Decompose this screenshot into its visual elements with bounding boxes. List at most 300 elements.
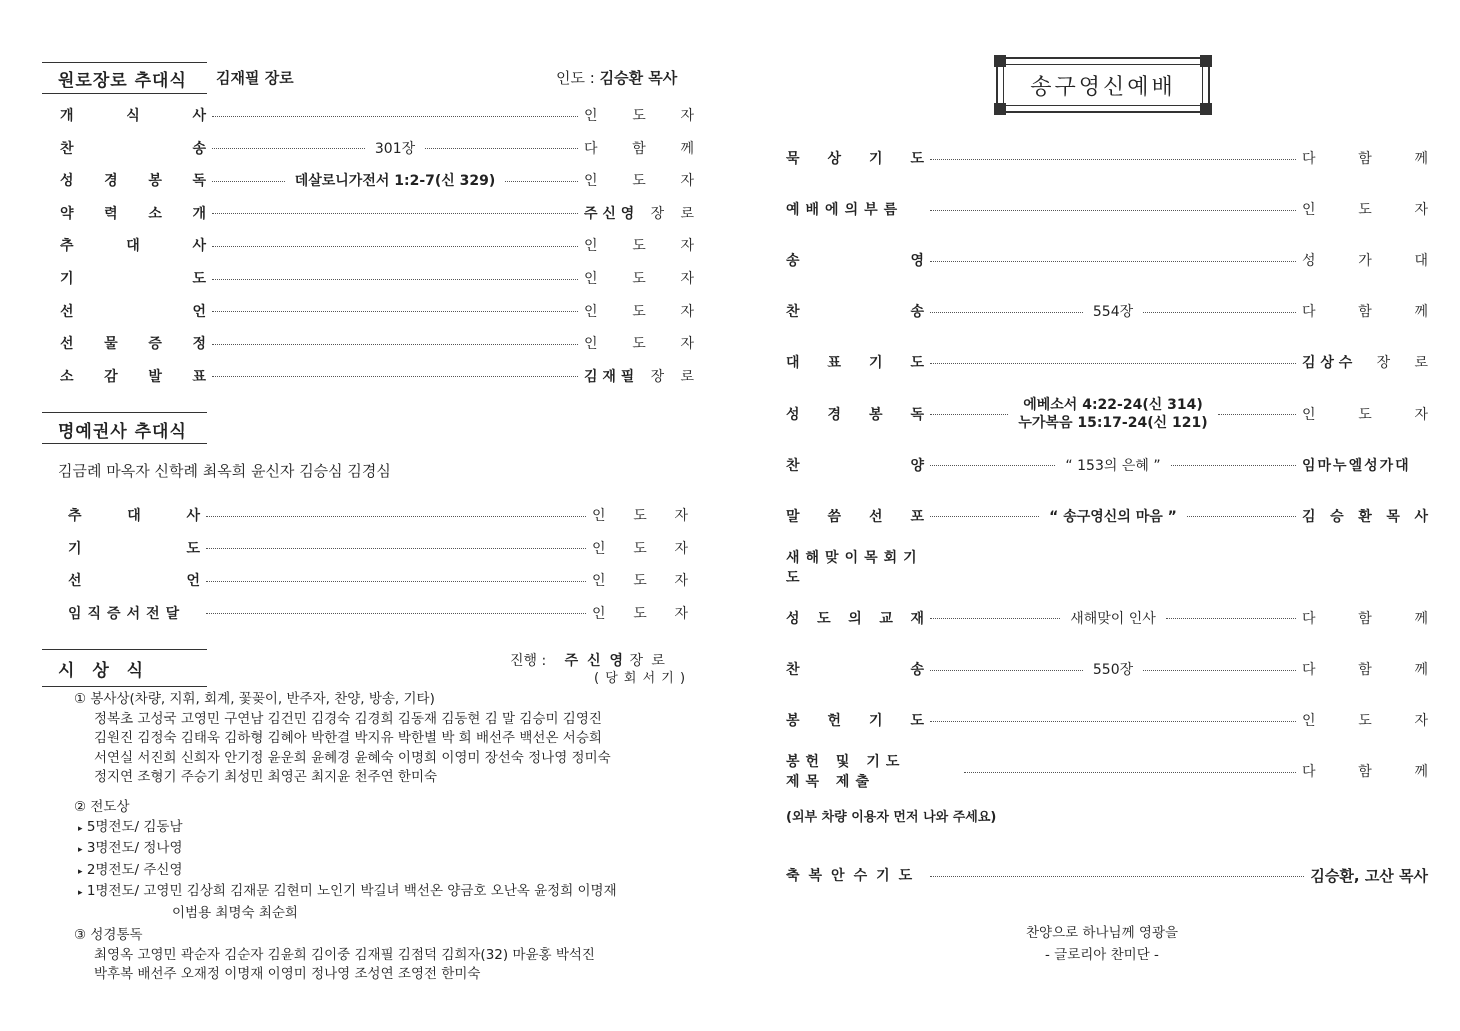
row-detail: 301장	[374, 140, 416, 157]
row-label-part: 식	[126, 108, 140, 124]
row-label-part: 력	[104, 205, 118, 222]
row-label	[786, 352, 924, 372]
row-responsible-part: 다	[584, 140, 598, 157]
row-responsible-part: 김 상 수	[1302, 355, 1353, 372]
leader-dots	[212, 246, 578, 247]
row-label	[60, 138, 206, 158]
leader-dots	[1171, 465, 1296, 466]
row-responsible	[584, 301, 694, 321]
award2-line: 2명전도/ 주신영	[86, 861, 183, 878]
row-responsible-part: 장	[650, 205, 665, 222]
row-label-part: 독	[910, 406, 924, 423]
row-responsible-part: 성	[1302, 253, 1316, 270]
award1-line: 서연실 서진희 신희자 안기정 윤운희 윤혜경 윤혜숙 이명희 이영미 장선숙 정나영 정미숙	[94, 749, 611, 766]
award2-line: 3명전도/ 정나영	[86, 840, 183, 857]
row-label-part: 독	[192, 173, 206, 190]
leader-dots	[206, 516, 586, 517]
row-label-part: 송	[786, 253, 800, 270]
row-responsible-part: 께	[1414, 662, 1428, 678]
row-label-part: 영	[910, 253, 924, 270]
leader-dots	[930, 414, 1008, 415]
section3-rule-bottom	[42, 686, 207, 687]
row-label-part: 도	[910, 355, 924, 372]
row-responsible-part: 자	[680, 271, 694, 287]
row-label	[786, 659, 924, 679]
row-label-part: 기	[68, 540, 82, 557]
program-row	[786, 658, 1428, 680]
row-responsible-part: 인	[584, 303, 598, 320]
row-responsible-part: 인	[592, 573, 606, 589]
row-responsible	[584, 105, 694, 125]
row-label	[786, 404, 924, 424]
program-row	[68, 569, 688, 591]
award2-line: 1명전도/ 고영민 김상희 김재문 김현미 노인기 박길녀 백선온 양금호 오난옥 윤정희 이명재	[86, 883, 617, 900]
section1-honoree: 김재필 장로	[216, 69, 294, 87]
row-label	[786, 751, 924, 791]
program-row	[786, 505, 1428, 527]
row-responsible-part: 자	[1414, 406, 1428, 423]
row-label	[68, 505, 200, 525]
leader-dots	[1166, 618, 1296, 619]
corner-ornament-icon	[994, 103, 1006, 115]
row-label-part: 묵	[786, 151, 800, 167]
row-label-part: 대	[126, 238, 140, 255]
benediction-who: 김승환, 고산 목사	[1310, 866, 1428, 885]
row-responsible-part: 도	[633, 540, 647, 557]
row-responsible	[584, 138, 694, 158]
program-row	[60, 137, 694, 159]
row-responsible-part: 도	[632, 173, 646, 190]
corner-ornament-icon	[994, 55, 1006, 67]
program-row	[786, 454, 1428, 476]
row-label-part: 대	[127, 508, 141, 524]
row-detail: “ 153의 은혜 ”	[1065, 457, 1161, 474]
row-label-part: 기	[868, 713, 883, 730]
row-label-part: 의	[848, 610, 862, 627]
row-label	[60, 268, 206, 288]
row-responsible-part: 자	[680, 336, 694, 353]
row-label	[786, 608, 924, 628]
row-label-part: 상	[827, 151, 842, 167]
row-responsible-part: 자	[680, 303, 694, 320]
row-label	[60, 333, 206, 353]
row-label-part: 사	[186, 508, 200, 524]
section1-leader-name: 김승환 목사	[599, 69, 678, 87]
row-responsible	[584, 170, 694, 190]
row-label-part: 포	[910, 508, 924, 525]
row-label	[60, 170, 206, 190]
service-title-box	[996, 57, 1210, 113]
bullet-icon: ▸	[78, 823, 83, 834]
award3-line: 박후복 배선주 오재정 이명재 이영미 정나영 조성연 조영전 한미숙	[94, 966, 481, 983]
row-label-part: 추	[68, 508, 82, 524]
row-label-part: 정	[192, 336, 206, 353]
row-label-part: 새해맞이목회기도	[786, 549, 923, 586]
row-label-part: 임직증서전달	[68, 605, 186, 622]
award3	[74, 926, 595, 985]
row-responsible-part: 다	[1302, 662, 1316, 678]
row-label-part: 대	[786, 355, 800, 372]
service-title: 송구영신예배	[1030, 74, 1176, 100]
row-detail: 554장	[1092, 304, 1134, 321]
row-label-part: 양	[910, 457, 924, 474]
leader-dots	[930, 261, 1296, 262]
leader-dots	[930, 876, 1304, 877]
row-responsible-part: 함	[1358, 764, 1372, 781]
row-label-part: 사	[192, 238, 206, 255]
row-label-part: 감	[104, 368, 118, 385]
section2-rule-top	[42, 412, 207, 413]
row-label-part: 성	[60, 173, 74, 190]
bullet-icon: ▸	[78, 888, 83, 899]
row-responsible	[1302, 608, 1428, 628]
row-label-part: 교	[879, 610, 893, 627]
bullet-icon: ▸	[78, 845, 83, 856]
row-label-part: 도	[910, 713, 924, 730]
leader-dots	[505, 181, 578, 182]
row-responsible-part: 자	[674, 605, 688, 622]
row-responsible-part: 인	[1302, 202, 1316, 219]
row-label	[786, 710, 924, 730]
row-responsible	[592, 538, 688, 558]
row-label	[786, 506, 924, 526]
row-label-part: 씀	[827, 508, 842, 525]
row-label	[786, 301, 924, 321]
row-responsible	[1302, 659, 1428, 679]
row-responsible	[1302, 710, 1428, 730]
leader-dots	[212, 116, 578, 117]
award1-heading: ① 봉사상(차량, 지휘, 회계, 꽃꽂이, 반주자, 찬양, 방송, 기타)	[74, 691, 435, 707]
leader-dots	[930, 210, 1296, 211]
row-label-part: 도	[910, 151, 924, 167]
row-responsible-part: 도	[632, 271, 646, 287]
row-label-part: 소	[60, 368, 74, 385]
row-responsible-part: 인	[592, 540, 606, 557]
row-label	[786, 148, 924, 168]
row-responsible-part: 인	[584, 336, 598, 353]
section3-host-title: 장 로	[629, 653, 667, 669]
leader-dots	[930, 670, 1083, 671]
section3-rule-top	[42, 649, 207, 650]
row-responsible-part: 인	[1302, 406, 1316, 423]
row-responsible-part: 자	[1414, 713, 1428, 730]
section3-host-name: 주 신 영	[564, 653, 625, 669]
leader-dots	[964, 772, 1296, 773]
row-responsible-part: 임마누엘성가대	[1302, 457, 1411, 474]
row-label-part: 송	[910, 304, 924, 321]
leader-dots	[212, 376, 578, 377]
row-responsible-part: 인	[584, 108, 598, 124]
row-label-part: 말	[786, 508, 800, 525]
row-responsible-part: 도	[633, 573, 647, 589]
row-responsible	[584, 333, 694, 353]
leader-dots	[212, 213, 578, 214]
row-responsible-part: 자	[674, 573, 688, 589]
row-responsible-part: 로	[680, 205, 694, 222]
award1-line: 정복초 고성국 고영민 구연남 김건민 김경숙 김경희 김동재 김동현 김 말 김승미 김영진	[94, 710, 602, 727]
program-row	[786, 198, 1428, 220]
row-responsible-part: 자	[680, 238, 694, 255]
row-responsible	[584, 235, 694, 255]
row-responsible	[1302, 352, 1428, 372]
row-responsible-part: 께	[1414, 764, 1428, 781]
row-responsible-part: 로	[680, 368, 694, 385]
row-responsible-part: 인	[1302, 713, 1316, 730]
row-responsible-part: 승	[1330, 508, 1344, 525]
row-responsible-part: 인	[584, 238, 598, 255]
row-label-part: 봉	[786, 713, 800, 730]
row-label-part: 사	[192, 108, 206, 124]
row-responsible-part: 다	[1302, 764, 1316, 781]
row-label-part: 언	[192, 303, 206, 320]
leader-dots	[1143, 670, 1296, 671]
row-label-part: 성	[786, 610, 800, 627]
row-responsible	[1302, 199, 1428, 219]
section3-host-label: 진행 :	[510, 653, 547, 669]
row-responsible-part: 사	[1414, 508, 1428, 525]
program-row	[60, 365, 694, 387]
leader-dots	[930, 721, 1296, 722]
row-responsible-part: 도	[632, 108, 646, 124]
row-label	[68, 603, 200, 623]
row-label-part: 증	[148, 336, 162, 353]
benediction-row	[786, 864, 1428, 886]
program-row	[786, 396, 1428, 431]
row-detail: 데살로니가전서 1:2-7(신 329)	[294, 173, 496, 190]
leader-dots	[212, 181, 285, 182]
row-label-part: 봉	[868, 406, 883, 423]
row-responsible	[1302, 506, 1428, 526]
award2	[74, 798, 617, 924]
row-responsible-part: 함	[1358, 662, 1372, 678]
leader-dots	[1143, 312, 1296, 313]
section1-rule-top	[42, 62, 207, 63]
row-label-part: 송	[910, 662, 924, 678]
row-label-part: 추	[60, 238, 74, 255]
row-responsible-part: 도	[632, 303, 646, 320]
row-responsible	[584, 268, 694, 288]
row-responsible-part: 함	[1358, 151, 1372, 167]
row-label	[60, 301, 206, 321]
leader-dots	[1218, 414, 1296, 415]
program-row	[60, 332, 694, 354]
row-responsible-part: 김	[1302, 508, 1316, 525]
row-detail: 새해맞이 인사	[1070, 610, 1156, 627]
row-label-part: 찬	[786, 662, 800, 678]
row-responsible-part: 함	[1358, 610, 1372, 627]
section1-leader	[556, 67, 677, 88]
row-label	[60, 105, 206, 125]
row-responsible	[1302, 455, 1428, 475]
program-row	[60, 234, 694, 256]
row-responsible	[1302, 301, 1428, 321]
row-label-part: 헌	[827, 713, 842, 730]
section3-title: 시 상 식	[58, 661, 150, 681]
program-row	[786, 607, 1428, 629]
section1-title: 원로장로 추대식	[58, 71, 187, 91]
row-label	[786, 455, 924, 475]
row-label-part: 선	[60, 303, 74, 320]
row-responsible-part: 로	[1414, 355, 1428, 372]
row-label-part: 예배에의부름	[786, 202, 904, 219]
row-responsible-part: 도	[632, 336, 646, 353]
award1-line: 김원진 김정숙 김태욱 김하형 김혜아 박한결 박지유 박한별 박 희 배선주 백선온 서승희	[94, 730, 602, 747]
program-row	[786, 351, 1428, 373]
row-detail-line: 에베소서 4:22-24(신 314)	[1023, 396, 1203, 413]
row-label-part: 언	[186, 573, 200, 589]
row-label-part: 송	[192, 140, 206, 157]
section2-title: 명예권사 추대식	[58, 422, 187, 442]
row-responsible-part: 인	[592, 508, 606, 524]
row-responsible-part: 자	[674, 508, 688, 524]
row-responsible-part: 께	[680, 140, 694, 157]
row-responsible	[592, 570, 688, 590]
row-responsible-part: 가	[1358, 253, 1372, 270]
program-row	[60, 104, 694, 126]
program-row	[786, 147, 1428, 169]
program-row	[786, 754, 1428, 791]
row-label-part: 물	[104, 336, 118, 353]
row-responsible-part: 자	[680, 173, 694, 190]
program-row	[786, 549, 1428, 586]
award2-heading: ② 전도상	[74, 799, 130, 815]
row-responsible-part: 환	[1358, 508, 1372, 525]
program-row	[786, 709, 1428, 731]
benediction-label: 축복안수기도	[786, 868, 922, 884]
leader-dots	[206, 548, 586, 549]
leader-dots	[212, 311, 578, 312]
row-label-part: 성	[786, 406, 800, 423]
award3-line: 최영옥 고영민 곽순자 김순자 김윤희 김이중 김재필 김점덕 김희자(32) 마윤홍 박석진	[94, 946, 595, 963]
row-responsible-part: 다	[1302, 610, 1316, 627]
section1-rule-bottom	[42, 93, 207, 94]
row-responsible-part: 도	[633, 508, 647, 524]
row-responsible	[1302, 250, 1428, 270]
bullet-icon: ▸	[78, 866, 83, 877]
row-responsible-part: 도	[1358, 713, 1372, 730]
row-responsible	[584, 366, 694, 386]
row-responsible-part: 께	[1414, 610, 1429, 627]
row-responsible	[592, 603, 688, 623]
program-row	[60, 267, 694, 289]
leader-dots	[930, 312, 1083, 313]
leader-dots	[212, 279, 578, 280]
row-label-part: 기	[868, 151, 883, 167]
row-responsible-part: 도	[1358, 202, 1372, 219]
row-responsible-part: 장	[1376, 355, 1391, 372]
row-label-part: 표	[192, 368, 206, 385]
program-row	[68, 504, 688, 526]
row-label	[60, 203, 206, 223]
row-responsible-part: 함	[632, 140, 646, 157]
leader-dots	[930, 516, 1039, 517]
section2-honorees: 김금례 마옥자 신학례 최옥희 윤신자 김승심 김경심	[58, 462, 391, 480]
row-label	[68, 570, 200, 590]
row-responsible-part: 대	[1414, 253, 1428, 270]
award1	[74, 690, 611, 788]
row-responsible-part: 께	[1414, 151, 1428, 167]
row-label-part: 소	[148, 205, 162, 222]
program-row	[786, 249, 1428, 271]
row-label	[786, 199, 924, 219]
leader-dots	[930, 618, 1060, 619]
row-label-part: 개	[60, 108, 74, 124]
award3-heading: ③ 성경통독	[74, 927, 143, 943]
row-detail: 550장	[1092, 662, 1134, 678]
row-responsible-part: 김 재 필	[584, 368, 635, 385]
leader-dots	[930, 465, 1055, 466]
row-label-part: 선	[60, 336, 74, 353]
row-label-part: 찬	[60, 140, 74, 157]
leader-dots	[212, 148, 365, 149]
row-responsible-part: 도	[632, 238, 646, 255]
program-row	[60, 300, 694, 322]
row-label-part: 표	[827, 355, 842, 372]
row-detail	[1014, 396, 1211, 432]
program-row	[60, 169, 694, 191]
row-responsible-part: 장	[650, 368, 665, 385]
row-label-part: 발	[148, 368, 162, 385]
row-responsible	[1302, 761, 1428, 781]
row-label-part: 도	[817, 610, 831, 627]
row-responsible-part: 함	[1358, 304, 1372, 321]
program-row	[786, 300, 1428, 322]
row-label	[786, 547, 924, 587]
row-responsible	[592, 505, 688, 525]
corner-ornament-icon	[1200, 55, 1212, 67]
row-label	[60, 235, 206, 255]
row-responsible-part: 도	[633, 605, 647, 622]
program-row	[68, 537, 688, 559]
row-label-part: 기	[868, 355, 883, 372]
row-responsible-part: 주 신 영	[584, 205, 635, 222]
row-responsible-part: 도	[1358, 406, 1372, 423]
row-responsible-part: 인	[592, 605, 606, 622]
row-label-part: 선	[868, 508, 883, 525]
row-detail-line: 누가복음 15:17-24(신 121)	[1018, 414, 1208, 431]
row-responsible	[1302, 148, 1428, 168]
row-label	[68, 538, 200, 558]
leader-dots	[212, 344, 578, 345]
row-responsible-part: 자	[1414, 202, 1428, 219]
leader-dots	[206, 613, 586, 614]
row-responsible-part: 인	[584, 271, 598, 287]
row-label-part: 개	[192, 205, 206, 222]
section2-rule-bottom	[42, 443, 207, 444]
row-detail: “ 송구영신의 마음 ”	[1049, 508, 1177, 525]
row-label	[60, 366, 206, 386]
row-label-part: 기	[60, 271, 74, 287]
row-label-part: 선	[68, 573, 82, 589]
leader-dots	[930, 363, 1296, 364]
row-label-part: 경	[104, 173, 118, 190]
program-row	[60, 202, 694, 224]
row-label-part: 도	[192, 271, 206, 287]
row-responsible-part: 인	[584, 173, 598, 190]
row-label-part: 약	[60, 205, 74, 222]
corner-ornament-icon	[1200, 103, 1212, 115]
row-label-part: 찬	[786, 457, 800, 474]
row-responsible-part: 다	[1302, 151, 1316, 167]
leader-dots	[425, 148, 578, 149]
leader-dots	[930, 159, 1296, 160]
row-label-part: 찬	[786, 304, 800, 321]
leader-dots	[1187, 516, 1296, 517]
row-responsible-part: 다	[1302, 304, 1316, 321]
row-label-part: 도	[186, 540, 200, 557]
row-responsible	[1302, 404, 1428, 424]
row-responsible	[584, 203, 694, 223]
